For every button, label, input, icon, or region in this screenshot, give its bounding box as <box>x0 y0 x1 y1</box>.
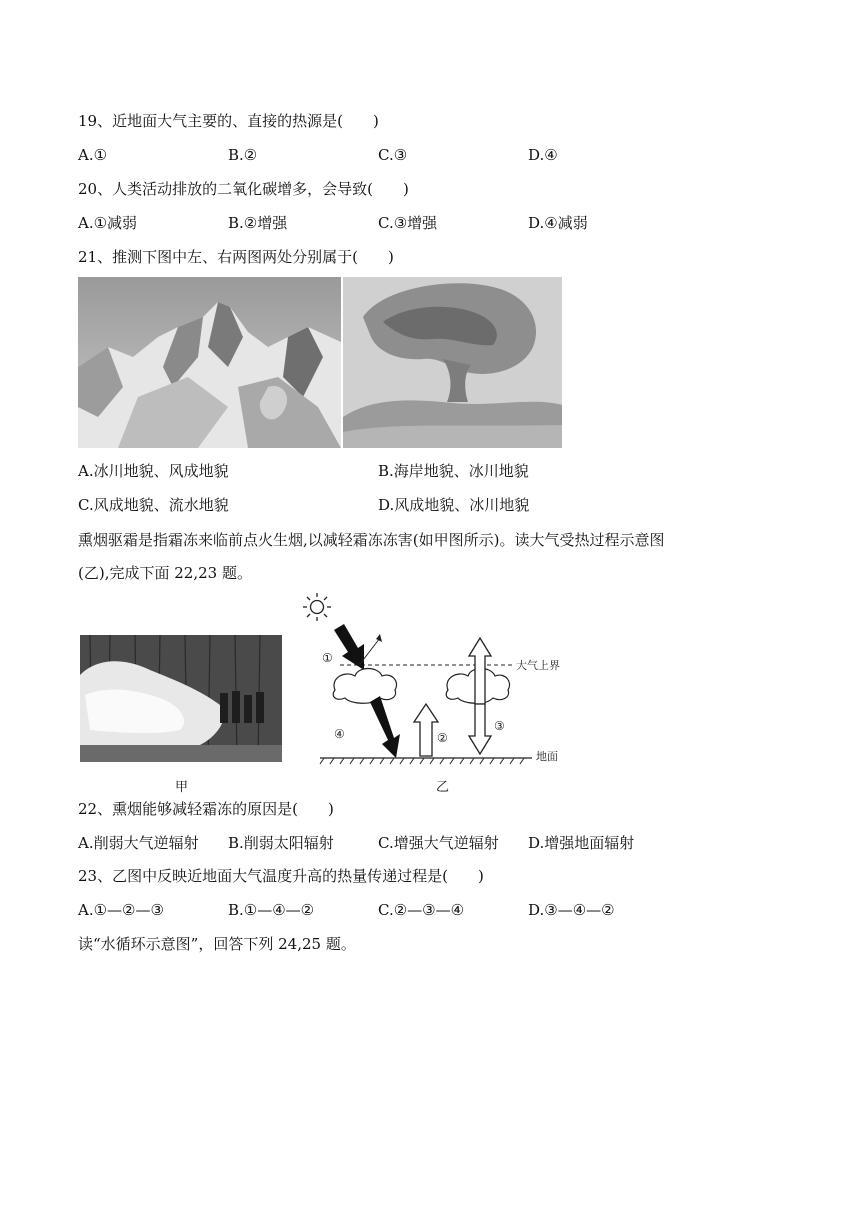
smoke-orchard-photo <box>80 635 282 762</box>
question-23-stem: 23、乙图中反映近地面大气温度升高的热量传递过程是( ) <box>78 867 484 885</box>
passage-22-23-line1: 熏烟驱霜是指霜冻来临前点火生烟,以减轻霜冻冻害(如甲图所示)。读大气受热过程示意图 <box>78 531 665 549</box>
q19-option-d: D.④ <box>528 146 558 164</box>
q19-option-c: C.③ <box>378 146 408 164</box>
question-20-stem: 20、人类活动排放的二氧化碳增多，会导致( ) <box>78 180 409 198</box>
q23-option-a: A.①—②—③ <box>78 901 164 919</box>
q20-option-c: C.③增强 <box>378 214 438 232</box>
figure-jia-caption: 甲 <box>175 780 189 795</box>
label-n4: ④ <box>334 727 345 741</box>
q21-option-c: C.风成地貌、流水地貌 <box>78 496 229 514</box>
q22-option-b: B.削弱太阳辐射 <box>228 834 334 852</box>
q21-option-d: D.风成地貌、冰川地貌 <box>378 496 530 514</box>
ground-label: 地面 <box>536 750 558 763</box>
question-19-stem: 19、近地面大气主要的、直接的热源是( ) <box>78 112 379 130</box>
figure-yi-caption: 乙 <box>436 780 450 795</box>
q22-option-c: C.增强大气逆辐射 <box>378 834 499 852</box>
mushroom-rock-photo <box>343 277 562 448</box>
glacier-mountain-photo <box>78 277 341 448</box>
q23-option-b: B.①—④—② <box>228 901 315 919</box>
q20-option-d: D.④减弱 <box>528 214 588 232</box>
label-n3: ③ <box>494 719 505 733</box>
q21-option-b: B.海岸地貌、冰川地貌 <box>378 462 529 480</box>
question-22-stem: 22、熏烟能够减轻霜冻的原因是( ) <box>78 800 334 818</box>
q23-option-d: D.③—④—② <box>528 901 615 919</box>
label-n1: ① <box>322 651 333 665</box>
q22-option-a: A.削弱大气逆辐射 <box>78 834 199 852</box>
q23-option-c: C.②—③—④ <box>378 901 465 919</box>
label-n2: ② <box>437 731 448 745</box>
q20-option-a: A.①减弱 <box>78 214 138 232</box>
q19-option-a: A.① <box>78 146 108 164</box>
atmosphere-heating-diagram <box>300 590 580 790</box>
q22-option-d: D.增强地面辐射 <box>528 834 635 852</box>
question-21-stem: 21、推测下图中左、右两图两处分别属于( ) <box>78 248 394 266</box>
passage-24-25: 读“水循环示意图”，回答下列 24,25 题。 <box>78 935 356 953</box>
sun-icon <box>303 593 331 621</box>
upper-boundary-label: 大气上界 <box>516 659 560 672</box>
passage-22-23-line2: (乙),完成下面 22,23 题。 <box>78 564 252 582</box>
q19-option-b: B.② <box>228 146 258 164</box>
q21-option-a: A.冰川地貌、风成地貌 <box>78 462 229 480</box>
q20-option-b: B.②增强 <box>228 214 288 232</box>
